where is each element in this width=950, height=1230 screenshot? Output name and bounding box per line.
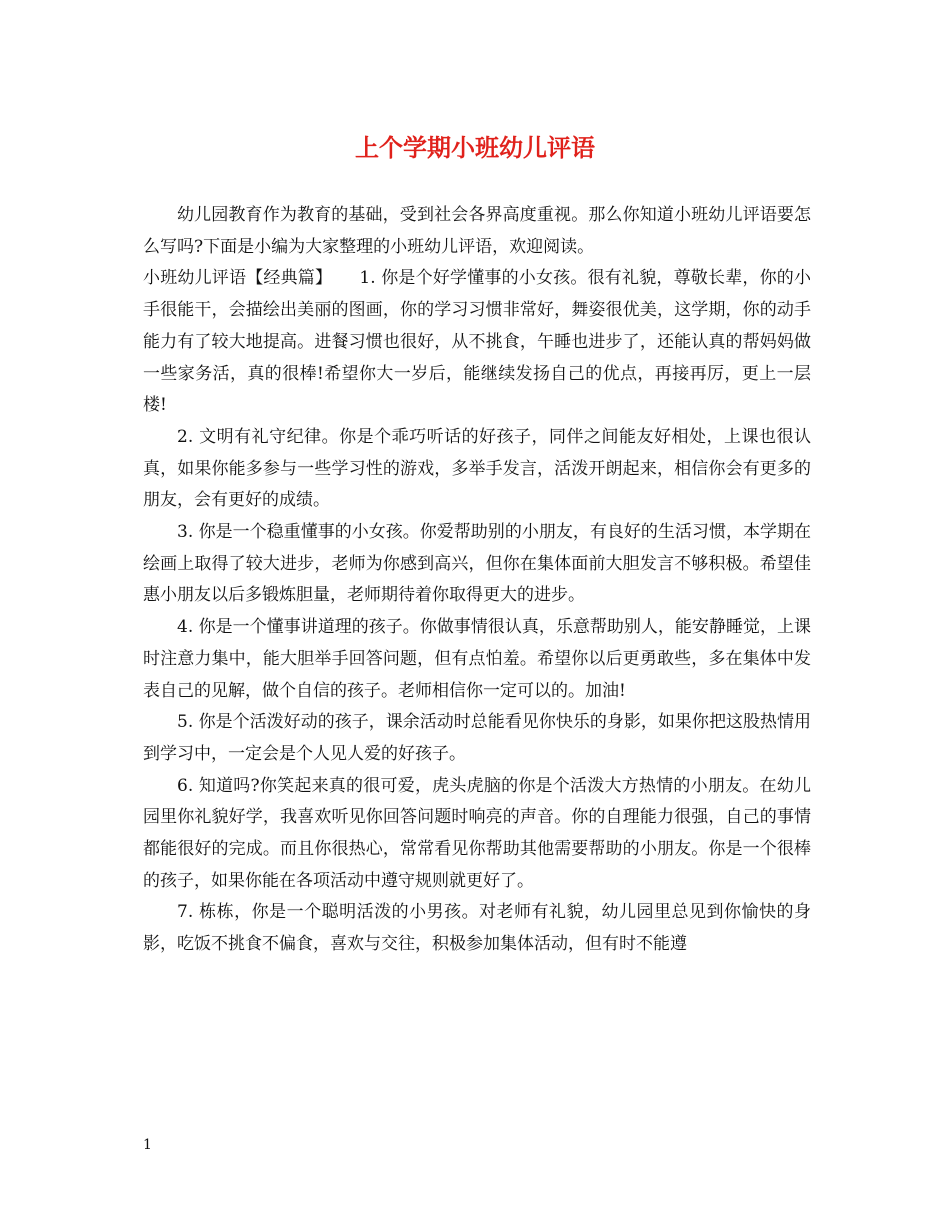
comment-1-text: 1. 你是个好学懂事的小女孩。很有礼貌，尊敬长辈，你的小手很能干，会描绘出美丽的图画，你的学习习惯非常好，舞姿很优美，这学期，你的动手能力有了较大地提高。进餐习惯也很好，从不挑食，午睡也进步了，还能认真的帮妈妈做一些家务活，真的很棒!希望你大一岁后，能继续发扬自己的优点，再接再厉，更上一层楼! (143, 268, 812, 416)
document-title: 上个学期小班幼儿评语 (355, 133, 595, 162)
page-number: 1 (143, 1137, 152, 1153)
comment-3-paragraph: 3. 你是一个稳重懂事的小女孩。你爱帮助别的小朋友，有良好的生活习惯，本学期在绘画上取得了较大进步，老师为你感到高兴，但你在集体面前大胆发言不够积极。希望佳惠小朋友以后多锻炼胆量，老师期待着你取得更大的进步。 (143, 522, 811, 606)
intro-paragraph: 幼儿园教育作为教育的基础，受到社会各界高度重视。那么你知道小班幼儿评语要怎么写吗?下面是小编为大家整理的小班幼儿评语，欢迎阅读。 (143, 205, 811, 257)
section-label: 小班幼儿评语【经典篇】 (143, 268, 333, 289)
comment-5-paragraph: 5. 你是个活泼好动的孩子，课余活动时总能看见你快乐的身影，如果你把这股热情用到学习中，一定会是个人见人爱的好孩子。 (143, 712, 811, 764)
comment-2-paragraph: 2. 文明有礼守纪律。你是个乖巧听话的好孩子，同伴之间能友好相处，上课也很认真，如果你能多参与一些学习性的游戏，多举手发言，活泼开朗起来，相信你会有更多的朋友，会有更好的成绩。 (143, 426, 811, 511)
comment-7-paragraph: 7. 栋栋，你是一个聪明活泼的小男孩。对老师有礼貌，幼儿园里总见到你愉快的身影，吃饭不挑食不偏食，喜欢与交往，积极参加集体活动，但有时不能遵 (143, 902, 811, 955)
document-body (143, 200, 811, 961)
first-comment-paragraph (143, 263, 811, 422)
comment-4-paragraph: 4. 你是一个懂事讲道理的孩子。你做事情很认真，乐意帮助别人，能安静睡觉，上课时注意力集中，能大胆举手回答问题，但有点怕羞。希望你以后更勇敢些，多在集体中发表自己的见解，做个自信的孩子。老师相信你一定可以的。加油! (143, 617, 811, 701)
comment-6-paragraph: 6. 知道吗?你笑起来真的很可爱，虎头虎脑的你是个活泼大方热情的小朋友。在幼儿园里你礼貌好学，我喜欢听见你回答问题时响亮的声音。你的自理能力很强，自己的事情都能很好的完成。而且你很热心，常常看见你帮助其他需要帮助的小朋友。你是一个很棒的孩子，如果你能在各项活动中遵守规则就更好了。 (143, 775, 811, 891)
